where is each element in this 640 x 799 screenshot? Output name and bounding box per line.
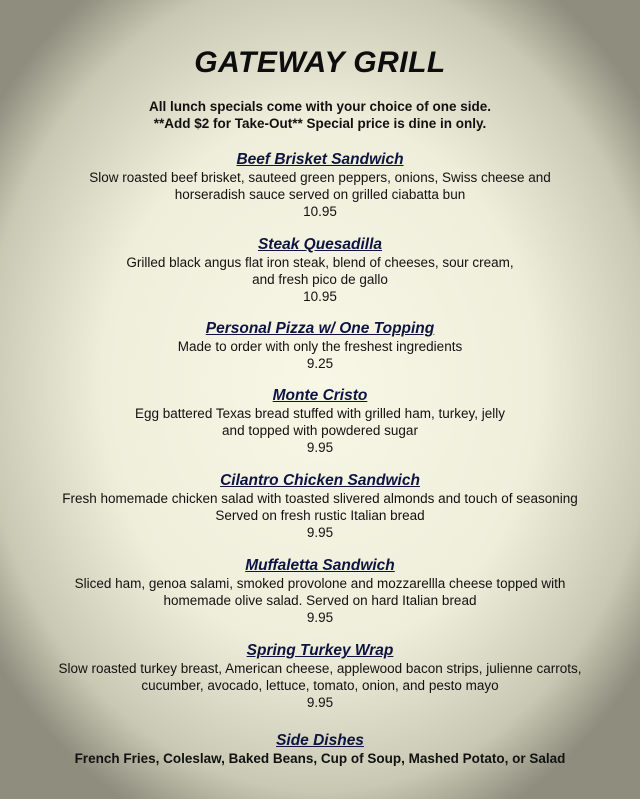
item-description: Sliced ham, genoa salami, smoked provolone and mozzarellla cheese topped with: [74, 576, 566, 591]
item-name: Monte Cristo: [272, 387, 368, 404]
item-price: 9.95: [306, 610, 334, 625]
menu-item-steak-quesadilla: [0, 235, 640, 305]
menu-item-monte-cristo: [0, 386, 640, 456]
item-name: Muffaletta Sandwich: [245, 557, 395, 574]
item-name: Cilantro Chicken Sandwich: [220, 472, 420, 489]
menu-item-muffaletta: [0, 556, 640, 626]
menu-item-spring-turkey-wrap: [0, 641, 640, 711]
item-description: Egg battered Texas bread stuffed with grilled ham, turkey, jelly: [135, 406, 505, 421]
item-price: 9.95: [306, 440, 334, 455]
side-dishes-list: French Fries, Coleslaw, Baked Beans, Cup of Soup, Mashed Potato, or Salad: [74, 751, 566, 766]
side-dishes-heading: Side Dishes: [276, 732, 364, 749]
item-description: cucumber, avocado, lettuce, tomato, onion, and pesto mayo: [141, 678, 499, 693]
item-description: horseradish sauce served on grilled ciabatta bun: [174, 187, 466, 202]
item-description: Served on fresh rustic Italian bread: [215, 508, 425, 523]
item-description: Fresh homemade chicken salad with toasted slivered almonds and touch of seasoning: [62, 491, 578, 506]
item-price: 9.95: [306, 695, 334, 710]
menu-item-beef-brisket: [0, 150, 640, 220]
item-name: Beef Brisket Sandwich: [236, 151, 404, 168]
item-name: Spring Turkey Wrap: [246, 642, 394, 659]
item-description: and fresh pico de gallo: [252, 272, 388, 287]
item-name: Steak Quesadilla: [257, 236, 383, 253]
item-price: 9.25: [306, 356, 334, 371]
item-price: 9.95: [306, 525, 334, 540]
item-description: Grilled black angus flat iron steak, blend of cheeses, sour cream,: [126, 255, 514, 270]
side-dishes-section: [0, 731, 640, 767]
item-description: and topped with powdered sugar: [222, 423, 418, 438]
item-name: Personal Pizza w/ One Topping: [205, 320, 435, 337]
menu-title: GATEWAY GRILL: [194, 46, 446, 79]
menu-item-personal-pizza: [0, 319, 640, 372]
item-price: 10.95: [303, 289, 337, 304]
menu-item-cilantro-chicken: [0, 471, 640, 541]
intro-line: All lunch specials come with your choice of one side.: [148, 99, 492, 114]
intro-line: **Add $2 for Take-Out** Special price is dine in only.: [153, 116, 487, 131]
item-price: 10.95: [303, 204, 337, 219]
item-description: Made to order with only the freshest ingredients: [177, 339, 463, 354]
item-description: Slow roasted beef brisket, sauteed green peppers, onions, Swiss cheese and: [89, 170, 551, 185]
item-description: Slow roasted turkey breast, American cheese, applewood bacon strips, julienne carrots,: [58, 661, 582, 676]
menu-intro: [0, 98, 640, 132]
item-description: homemade olive salad. Served on hard Italian bread: [163, 593, 477, 608]
